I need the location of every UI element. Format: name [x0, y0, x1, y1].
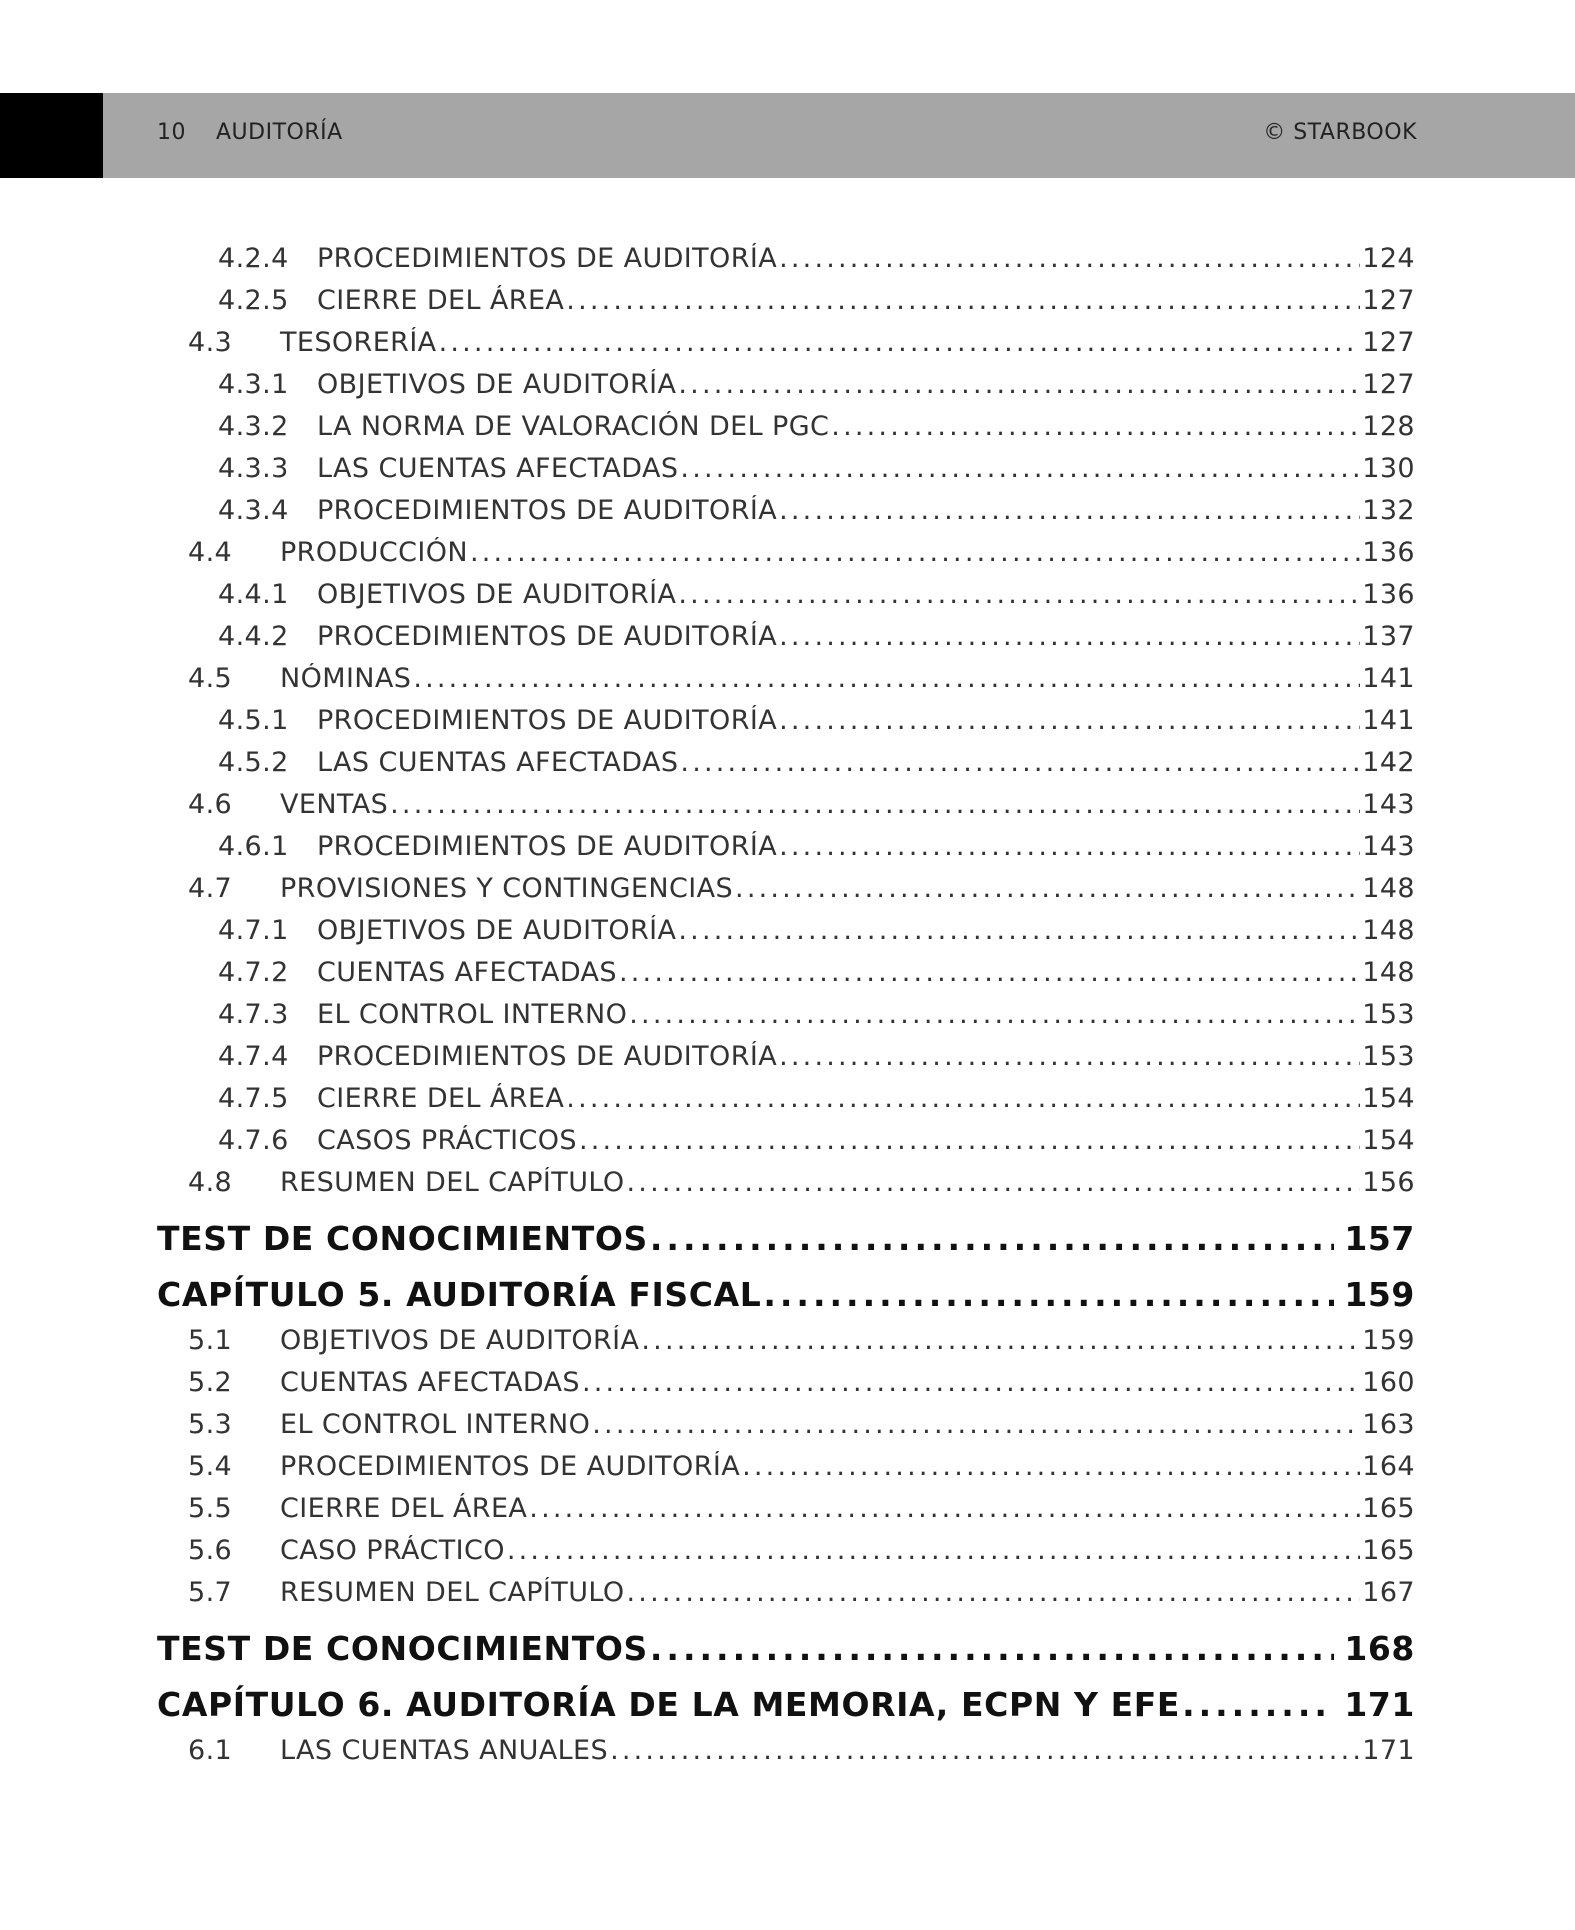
toc-entry-title: LAS CUENTAS AFECTADAS	[317, 453, 679, 484]
toc-entry[interactable]	[218, 1083, 1415, 1123]
toc-entry-page: 171	[1344, 1685, 1415, 1724]
toc-entry-page: 127	[1362, 369, 1415, 400]
toc-leader-dots	[678, 579, 1360, 610]
toc-leader-dots	[779, 621, 1360, 652]
toc-entry[interactable]	[188, 1577, 1415, 1617]
toc-entry-title: RESUMEN DEL CAPÍTULO	[280, 1167, 625, 1198]
toc-entry-title: PROCEDIMIENTOS DE AUDITORÍA	[317, 705, 778, 736]
toc-entry[interactable]	[218, 1125, 1415, 1165]
toc-entry-number: 4.8	[188, 1167, 233, 1198]
toc-entry[interactable]	[218, 957, 1415, 997]
toc-leader-dots	[678, 915, 1360, 946]
header-black-block	[0, 93, 103, 178]
toc-entry-title: PROCEDIMIENTOS DE AUDITORÍA	[280, 1451, 741, 1482]
toc-entry-page: 163	[1362, 1409, 1415, 1440]
toc-entry[interactable]	[188, 537, 1415, 577]
toc-entry-number: 4.7.6	[218, 1125, 289, 1156]
toc-leader-dots	[779, 243, 1360, 274]
toc-leader-dots	[439, 327, 1361, 358]
toc-entry-title: CASO PRÁCTICO	[280, 1535, 505, 1566]
toc-entry-page: 159	[1344, 1275, 1415, 1314]
toc-leader-dots	[779, 705, 1360, 736]
toc-entry-title: OBJETIVOS DE AUDITORÍA	[317, 915, 677, 946]
toc-entry-title: LAS CUENTAS ANUALES	[280, 1735, 609, 1766]
toc-entry-number: 4.4.2	[218, 621, 289, 652]
toc-entry-number: 4.2.5	[218, 285, 289, 316]
toc-entry-number: 4.4.1	[218, 579, 289, 610]
toc-entry[interactable]	[218, 411, 1415, 451]
toc-entry-page: 165	[1362, 1493, 1415, 1524]
toc-leader-dots	[582, 1367, 1360, 1398]
toc-leader-dots	[507, 1535, 1360, 1566]
toc-entry-page: 154	[1362, 1125, 1415, 1156]
toc-entry[interactable]	[188, 1367, 1415, 1407]
toc-entry-number: 4.7.3	[218, 999, 289, 1030]
toc-entry-page: 168	[1344, 1629, 1415, 1668]
toc-entry-page: 136	[1362, 537, 1415, 568]
toc-entry[interactable]	[218, 747, 1415, 787]
toc-entry-number: 4.5	[188, 663, 233, 694]
toc-entry-page: 127	[1362, 285, 1415, 316]
toc-entry[interactable]	[218, 243, 1415, 283]
toc-entry[interactable]	[218, 621, 1415, 661]
toc-entry-title: PROCEDIMIENTOS DE AUDITORÍA	[317, 495, 778, 526]
toc-entry[interactable]	[218, 579, 1415, 619]
toc-entry-number: 4.7.2	[218, 957, 289, 988]
toc-entry-number: 4.5.2	[218, 747, 289, 778]
toc-entry[interactable]	[218, 999, 1415, 1039]
toc-chapter-entry[interactable]	[157, 1219, 1415, 1265]
toc-entry-number: 6.1	[188, 1735, 233, 1766]
toc-leader-dots	[610, 1735, 1360, 1766]
toc-leader-dots	[629, 999, 1360, 1030]
toc-entry-page: 137	[1362, 621, 1415, 652]
toc-entry[interactable]	[218, 915, 1415, 955]
toc-leader-dots	[579, 1125, 1360, 1156]
toc-entry[interactable]	[188, 327, 1415, 367]
header-book-title: AUDITORÍA	[216, 120, 343, 145]
toc-entry-page: 154	[1362, 1083, 1415, 1114]
toc-leader-dots	[627, 1167, 1361, 1198]
toc-entry-page: 160	[1362, 1367, 1415, 1398]
toc-entry-number: 5.3	[188, 1409, 233, 1440]
toc-leader-dots	[641, 1325, 1360, 1356]
toc-entry-number: 4.4	[188, 537, 233, 568]
toc-entry-number: 4.3.3	[218, 453, 289, 484]
toc-leader-dots	[470, 537, 1360, 568]
toc-leader-dots	[779, 831, 1360, 862]
toc-entry-title: LA NORMA DE VALORACIÓN DEL PGC	[317, 411, 830, 442]
toc-entry-number: 4.2.4	[218, 243, 289, 274]
running-header	[0, 93, 1575, 178]
toc-entry-page: 143	[1362, 789, 1415, 820]
toc-entry-number: 5.5	[188, 1493, 233, 1524]
toc-entry-page: 142	[1362, 747, 1415, 778]
toc-entry-title: TESORERÍA	[280, 327, 437, 358]
toc-entry-number: 5.2	[188, 1367, 233, 1398]
toc-entry[interactable]	[218, 831, 1415, 871]
toc-entry[interactable]	[188, 1535, 1415, 1575]
toc-entry[interactable]	[188, 873, 1415, 913]
toc-entry-title: PROCEDIMIENTOS DE AUDITORÍA	[317, 1041, 778, 1072]
toc-entry[interactable]	[218, 1041, 1415, 1081]
toc-entry-number: 4.7	[188, 873, 233, 904]
toc-leader-dots	[566, 285, 1360, 316]
toc-entry-page: 157	[1344, 1219, 1415, 1258]
toc-entry-title: CIERRE DEL ÁREA	[317, 285, 565, 316]
toc-entry-page: 124	[1362, 243, 1415, 274]
toc-leader-dots	[680, 747, 1360, 778]
toc-entry-number: 4.3	[188, 327, 233, 358]
toc-entry-page: 141	[1362, 663, 1415, 694]
toc-entry[interactable]	[218, 705, 1415, 745]
toc-leader-dots	[592, 1409, 1360, 1440]
toc-entry-title: PROVISIONES Y CONTINGENCIAS	[280, 873, 734, 904]
toc-entry-title: VENTAS	[280, 789, 389, 820]
toc-entry-title: EL CONTROL INTERNO	[280, 1409, 591, 1440]
toc-chapter-entry[interactable]	[157, 1275, 1415, 1321]
toc-entry-title: EL CONTROL INTERNO	[317, 999, 628, 1030]
toc-leader-dots	[779, 495, 1360, 526]
toc-entry-number: 5.6	[188, 1535, 233, 1566]
toc-entry-page: 164	[1362, 1451, 1415, 1482]
toc-entry[interactable]	[188, 1735, 1415, 1775]
toc-leader-dots	[619, 957, 1360, 988]
toc-entry-page: 132	[1362, 495, 1415, 526]
toc-entry-number: 4.7.4	[218, 1041, 289, 1072]
toc-entry-page: 128	[1362, 411, 1415, 442]
toc-entry-title: OBJETIVOS DE AUDITORÍA	[280, 1325, 640, 1356]
toc-leader-dots	[1182, 1685, 1334, 1724]
toc-entry[interactable]	[188, 789, 1415, 829]
toc-leader-dots	[650, 1629, 1334, 1668]
toc-entry[interactable]	[188, 663, 1415, 703]
toc-entry-title: CASOS PRÁCTICOS	[317, 1125, 577, 1156]
toc-entry[interactable]	[218, 285, 1415, 325]
toc-chapter-entry[interactable]	[157, 1685, 1415, 1731]
toc-entry-title: TEST DE CONOCIMIENTOS	[157, 1629, 648, 1668]
toc-entry-title: CUENTAS AFECTADAS	[317, 957, 617, 988]
toc-leader-dots	[413, 663, 1360, 694]
toc-entry-number: 4.7.1	[218, 915, 289, 946]
toc-entry-title: TEST DE CONOCIMIENTOS	[157, 1219, 648, 1258]
toc-entry-page: 141	[1362, 705, 1415, 736]
toc-entry-page: 130	[1362, 453, 1415, 484]
toc-leader-dots	[566, 1083, 1360, 1114]
toc-entry-title: CIERRE DEL ÁREA	[280, 1493, 528, 1524]
toc-entry-title: RESUMEN DEL CAPÍTULO	[280, 1577, 625, 1608]
toc-entry-page: 153	[1362, 1041, 1415, 1072]
toc-entry[interactable]	[188, 1409, 1415, 1449]
toc-entry-page: 167	[1362, 1577, 1415, 1608]
toc-entry-page: 159	[1362, 1325, 1415, 1356]
toc-leader-dots	[529, 1493, 1360, 1524]
header-publisher: © STARBOOK	[1263, 120, 1417, 145]
toc-entry[interactable]	[218, 495, 1415, 535]
toc-chapter-entry[interactable]	[157, 1629, 1415, 1675]
toc-entry-number: 4.7.5	[218, 1083, 289, 1114]
toc-entry[interactable]	[188, 1493, 1415, 1533]
toc-entry-title: NÓMINAS	[280, 663, 412, 694]
toc-leader-dots	[735, 873, 1360, 904]
toc-entry-title: CIERRE DEL ÁREA	[317, 1083, 565, 1114]
toc-entry-page: 136	[1362, 579, 1415, 610]
toc-entry-number: 4.6	[188, 789, 233, 820]
toc-entry-title: PROCEDIMIENTOS DE AUDITORÍA	[317, 621, 778, 652]
toc-entry-page: 165	[1362, 1535, 1415, 1566]
toc-entry-page: 148	[1362, 957, 1415, 988]
toc-entry-title: CAPÍTULO 5. AUDITORÍA FISCAL	[157, 1275, 762, 1314]
toc-entry-title: CAPÍTULO 6. AUDITORÍA DE LA MEMORIA, ECPN Y EFE	[157, 1685, 1181, 1724]
toc-entry[interactable]	[188, 1325, 1415, 1365]
toc-entry[interactable]	[218, 369, 1415, 409]
toc-entry[interactable]	[188, 1451, 1415, 1491]
toc-entry-title: OBJETIVOS DE AUDITORÍA	[317, 369, 677, 400]
toc-entry-title: OBJETIVOS DE AUDITORÍA	[317, 579, 677, 610]
toc-entry-number: 4.3.2	[218, 411, 289, 442]
toc-leader-dots	[390, 789, 1360, 820]
toc-entry-page: 153	[1362, 999, 1415, 1030]
toc-leader-dots	[650, 1219, 1334, 1258]
toc-leader-dots	[742, 1451, 1360, 1482]
toc-entry-number: 4.3.4	[218, 495, 289, 526]
toc-entry-page: 148	[1362, 873, 1415, 904]
toc-leader-dots	[678, 369, 1360, 400]
toc-entry-page: 148	[1362, 915, 1415, 946]
toc-entry-title: LAS CUENTAS AFECTADAS	[317, 747, 679, 778]
toc-leader-dots	[831, 411, 1360, 442]
toc-entry-title: PRODUCCIÓN	[280, 537, 468, 568]
toc-entry-page: 127	[1362, 327, 1415, 358]
toc-entry-number: 4.6.1	[218, 831, 289, 862]
toc-entry[interactable]	[188, 1167, 1415, 1207]
toc-entry-number: 5.4	[188, 1451, 233, 1482]
toc-entry-number: 5.1	[188, 1325, 233, 1356]
toc-entry-number: 4.3.1	[218, 369, 289, 400]
toc-entry[interactable]	[218, 453, 1415, 493]
toc-entry-title: CUENTAS AFECTADAS	[280, 1367, 580, 1398]
toc-entry-page: 143	[1362, 831, 1415, 862]
toc-entry-number: 4.5.1	[218, 705, 289, 736]
toc-leader-dots	[627, 1577, 1361, 1608]
toc-entry-page: 171	[1362, 1735, 1415, 1766]
header-page-number: 10	[157, 120, 186, 145]
toc-entry-number: 5.7	[188, 1577, 233, 1608]
toc-entry-title: PROCEDIMIENTOS DE AUDITORÍA	[317, 831, 778, 862]
toc-entry-title: PROCEDIMIENTOS DE AUDITORÍA	[317, 243, 778, 274]
toc-entry-page: 156	[1362, 1167, 1415, 1198]
toc-leader-dots	[763, 1275, 1334, 1314]
toc-leader-dots	[779, 1041, 1360, 1072]
toc-leader-dots	[680, 453, 1360, 484]
